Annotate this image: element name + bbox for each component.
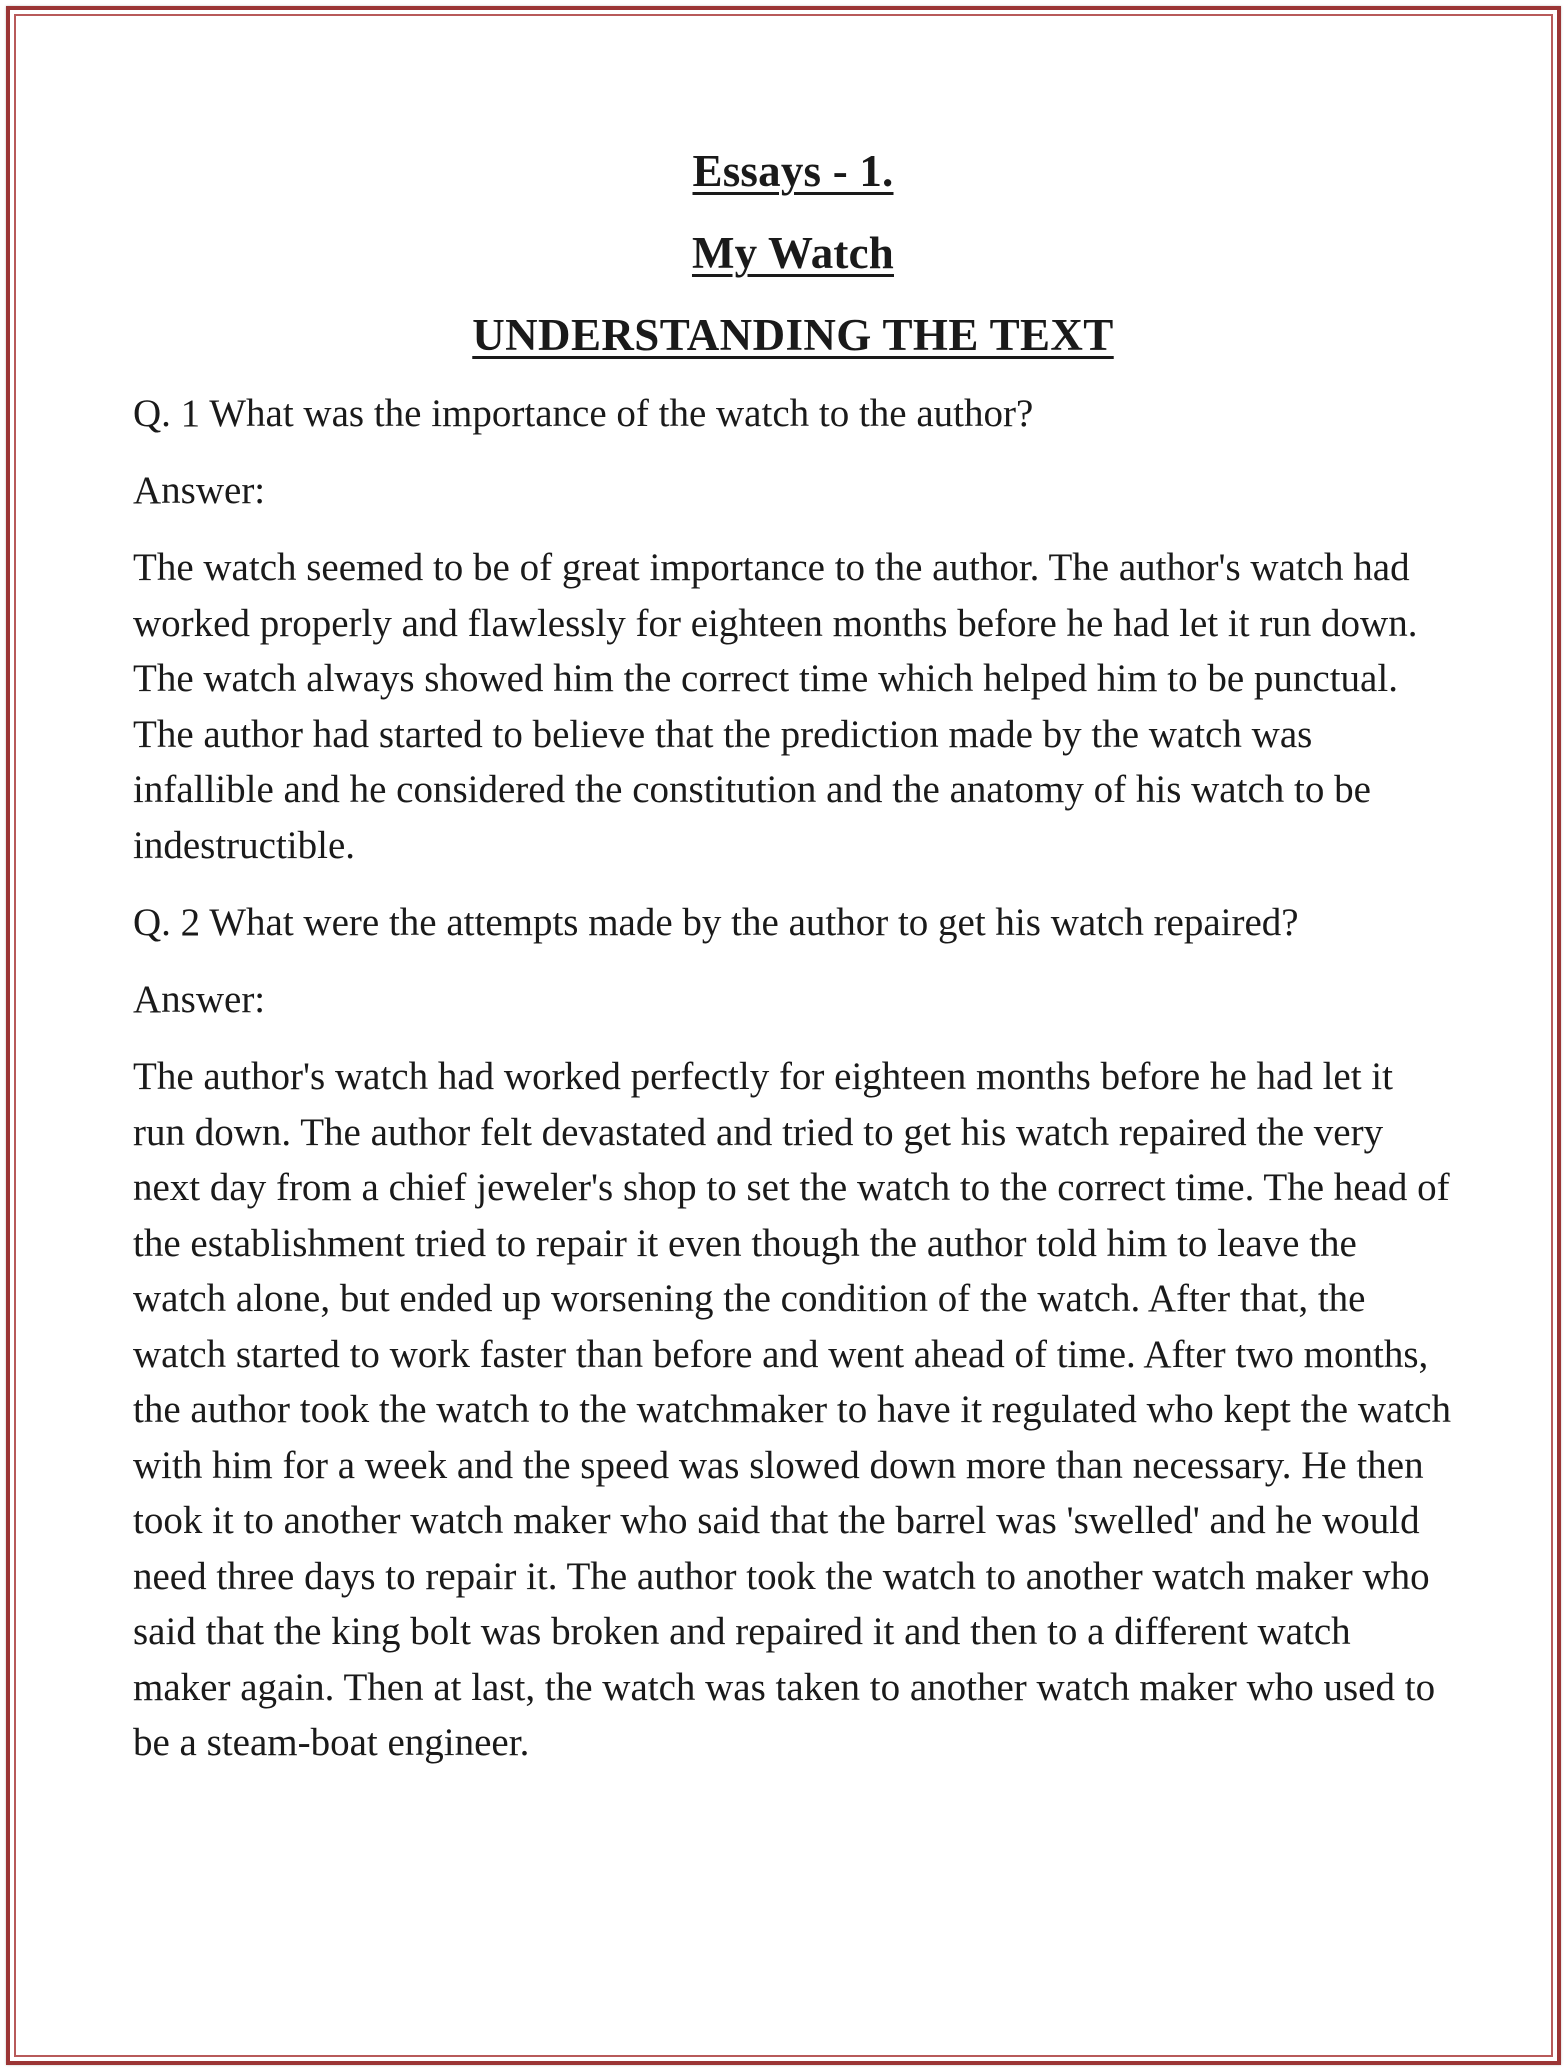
essay-title: My Watch <box>691 228 894 278</box>
answer-2-text: The author's watch had worked perfectly for eighteen months before he had let it run down. The author felt devastated and tried to get his watch repaired the very next day from a chief jeweler's shop to set the watch to the correct time. The head of the establishment tried to repair it even though the author told him to leave the watch alone, but ended up worsening the condition of the watch. After that, the watch started to work faster than before and went ahead of time. After two months, the author took the watch to the watchmaker to have it regulated who kept the watch with him for a week and the speed was slowed down more than necessary. He then took it to another watch maker who said that the barrel was 'swelled' and he would need three days to repair it. The author took the watch to another watch maker who said that the king bolt was broken and repaired it and then to a different watch maker again. Then at last, the watch was taken to another watch maker who used to be a steam-boat engineer. <box>133 1055 1451 1764</box>
question-1: Q. 1 What was the importance of the watch to the author? <box>133 392 1034 435</box>
answer-1-text: The watch seemed to be of great importance to the author. The author's watch had worked properly and flawlessly for eighteen months before he had let it run down. The watch always showed him the correct time which helped him to be punctual. The author had started to believe that the prediction made by the watch was infallible and he considered the constitution and the anatomy of his watch to be indestructible. <box>133 546 1418 867</box>
section-heading: UNDERSTANDING THE TEXT <box>472 310 1114 360</box>
document-title: Essays - 1. <box>692 146 894 196</box>
question-2: Q. 2 What were the attempts made by the author to get his watch repaired? <box>133 901 1299 944</box>
answer-2-label: Answer: <box>133 978 266 1021</box>
document-body <box>133 130 1453 1771</box>
answer-1-label: Answer: <box>133 469 266 512</box>
